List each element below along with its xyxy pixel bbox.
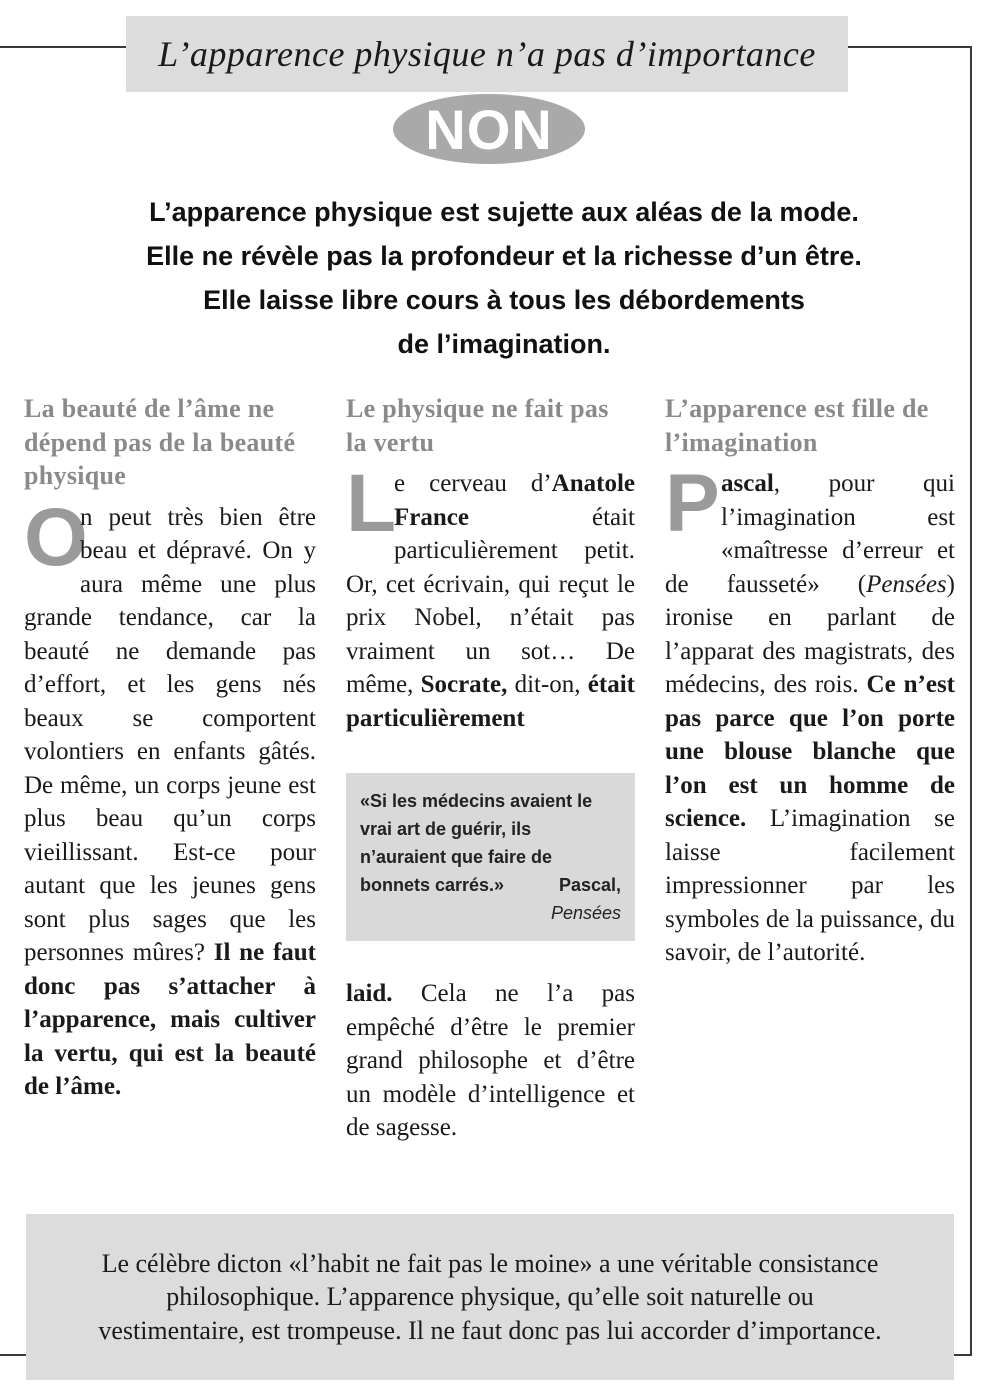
column-2-heading: Le physique ne fait pas la vertu — [346, 394, 609, 457]
column-3-bold-blouse: Ce n’est pas parce que l’on porte une blouse blanche que l’on est un homme de science. — [665, 671, 956, 832]
column-1-body — [24, 491, 316, 1104]
intro-line-4: de l’imagination. — [397, 329, 611, 359]
column-1-heading: La beauté de l’âme ne dépend pas de la beauté physique — [24, 394, 296, 490]
non-badge: NON — [393, 94, 585, 164]
column-2-body-bottom — [346, 977, 635, 1145]
column-2-text-1: e cerveau d’ — [394, 470, 552, 497]
dropcap-l: L — [346, 458, 397, 549]
dropcap-p: P — [665, 458, 720, 549]
conclusion-band — [26, 1214, 954, 1380]
frame-top-left-line — [0, 46, 126, 48]
conclusion-text: Le célèbre dicton «l’habit ne fait pas le moine» a une véritable consistance philosophique. L’apparence physique, qu’elle soit naturelle ou vestimentaire, est trompeuse. Il ne faut donc pas lui accorder d’importance. — [98, 1248, 882, 1345]
frame-right-line — [970, 46, 972, 1356]
column-3-text-2: ) ironise en parlant de l’apparat des magistrats, des médecins, des rois. — [665, 570, 955, 698]
page-title: L’apparence physique n’a pas d’importance — [158, 34, 816, 74]
column-2-bold-laid: laid. — [346, 980, 393, 1007]
column-apparence-imagination — [665, 392, 955, 970]
frame-bottom-left-line — [0, 1354, 26, 1356]
column-3-heading: L’apparence est fille de l’imagination — [665, 394, 929, 457]
column-2-text-3: dit-on, — [507, 671, 588, 698]
intro-line-2: Elle ne révèle pas la profondeur et la richesse d’un être. — [146, 241, 862, 271]
column-2-bold-particulierement: était particulièrement — [346, 671, 635, 732]
column-3-text-3: L’imagination se laisse facilement impressionner par les symboles de la puissance, du savoir, de l’autorité. — [665, 805, 955, 966]
quote-source: Pensées — [550, 903, 621, 923]
column-2-body-top — [346, 458, 635, 735]
frame-bottom-right-line — [954, 1354, 972, 1356]
title-band — [126, 16, 848, 92]
column-physique-vertu — [346, 392, 635, 1145]
intro-statement — [40, 190, 968, 366]
column-2-text-4: Cela ne l’a pas empêché d’être le premier grand philosophe et d’être un modèle d’intelligence et de sagesse. — [346, 980, 635, 1141]
column-2-text-2: était particulièrement petit. Or, cet écrivain, qui reçut le prix Nobel, n’était pas vraiment un sot… De même, — [346, 503, 635, 698]
frame-top-right-line — [848, 46, 972, 48]
column-1-text: n peut très bien être beau et dépravé. On y aura même une plus grande tendance, car la beauté ne demande pas d’effort, et les gens nés beaux se comportent volontiers en enfants gâtés. De même, un corps jeune est plus beau qu’un corps vieillissant. Est-ce pour autant que les jeunes gens sont plus sages que les personnes mûres? — [24, 503, 316, 966]
column-3-body — [665, 458, 956, 970]
quote-text: «Si les médecins avaient le vrai art de guérir, ils n’auraient que faire de bonnets carrés.» — [360, 791, 593, 895]
column-3-bold-pascal: ascal — [721, 470, 774, 497]
column-3-text-1: , pour qui l’imagination est «maîtresse d’erreur et de fausseté» ( — [665, 470, 955, 598]
dropcap-o: O — [24, 491, 88, 583]
column-2-bold-anatole: Anatole France — [394, 470, 635, 531]
column-beaute-ame — [24, 392, 316, 1104]
quote-author: Pascal, — [558, 875, 621, 895]
column-3-italic-pensees: Pensées — [866, 570, 947, 598]
intro-line-1: L’apparence physique est sujette aux aléas de la mode. — [149, 197, 859, 227]
column-1-bold-text: Il ne faut donc pas s’attacher à l’apparence, mais cultiver la vertu, qui est la beauté de l’âme. — [24, 939, 316, 1100]
intro-line-3: Elle laisse libre cours à tous les débordements — [203, 285, 805, 315]
column-2-bold-socrate: Socrate, — [420, 671, 508, 698]
pascal-quote-box — [346, 773, 635, 941]
